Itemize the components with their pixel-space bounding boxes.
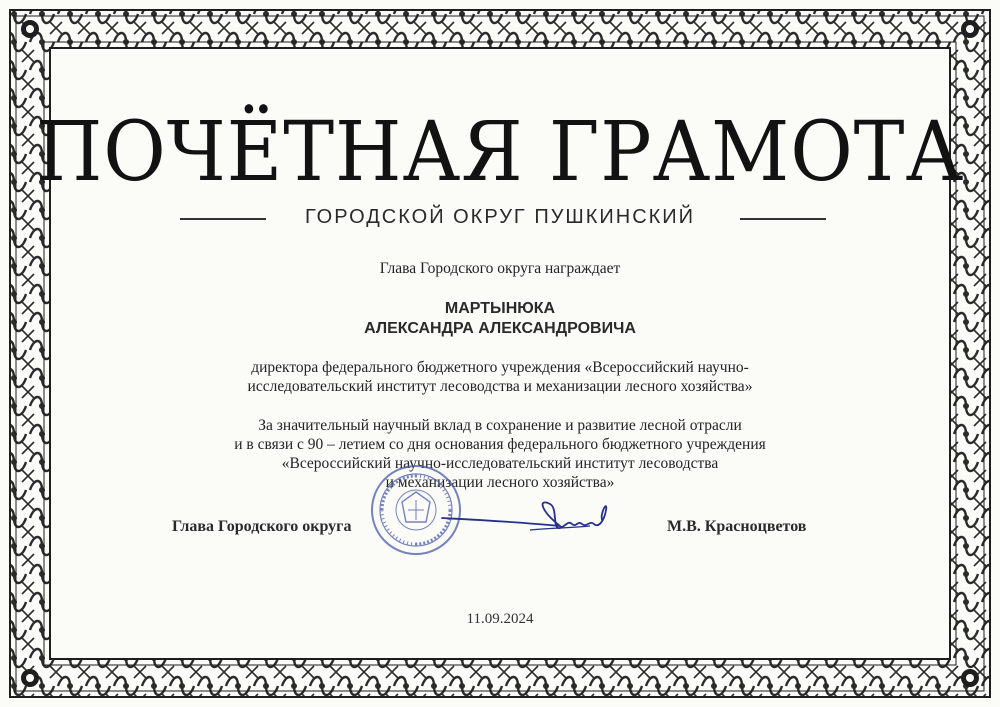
recipient-names: АЛЕКСАНДРА АЛЕКСАНДРОВИЧА <box>364 320 636 337</box>
reason-line-3: «Всероссийский научно-исследовательский институт лесоводства <box>281 455 719 472</box>
certificate-title: ПОЧЁТНАЯ ГРАМОТА <box>35 105 965 200</box>
signatory-name: М.В. Красноцветов <box>667 518 807 535</box>
recipient-surname: МАРТЫНЮКА <box>444 300 556 317</box>
reason-line-1: За значительный научный вклад в сохранение и развитие лесной отрасли <box>258 417 742 434</box>
certificate-subtitle: ГОРОДСКОЙ ОКРУГ ПУШКИНСКИЙ <box>304 206 696 228</box>
subtitle-rule-right <box>740 218 826 220</box>
reason-line-4: и механизации лесного хозяйства» <box>385 474 615 491</box>
issue-date: 11.09.2024 <box>466 611 534 627</box>
signatory-role: Глава Городского округа <box>172 518 352 535</box>
handwritten-signature <box>440 490 620 550</box>
position-line-1: директора федерального бюджетного учреждения «Всероссийский научно- <box>251 359 749 376</box>
position-line-2: исследовательский институт лесоводства и механизации лесного хозяйства» <box>247 378 753 395</box>
reason-line-2: и в связи с 90 – летием со дня основания федерального бюджетного учреждения <box>234 436 766 453</box>
award-intro: Глава Городского округа награждает <box>379 260 621 277</box>
